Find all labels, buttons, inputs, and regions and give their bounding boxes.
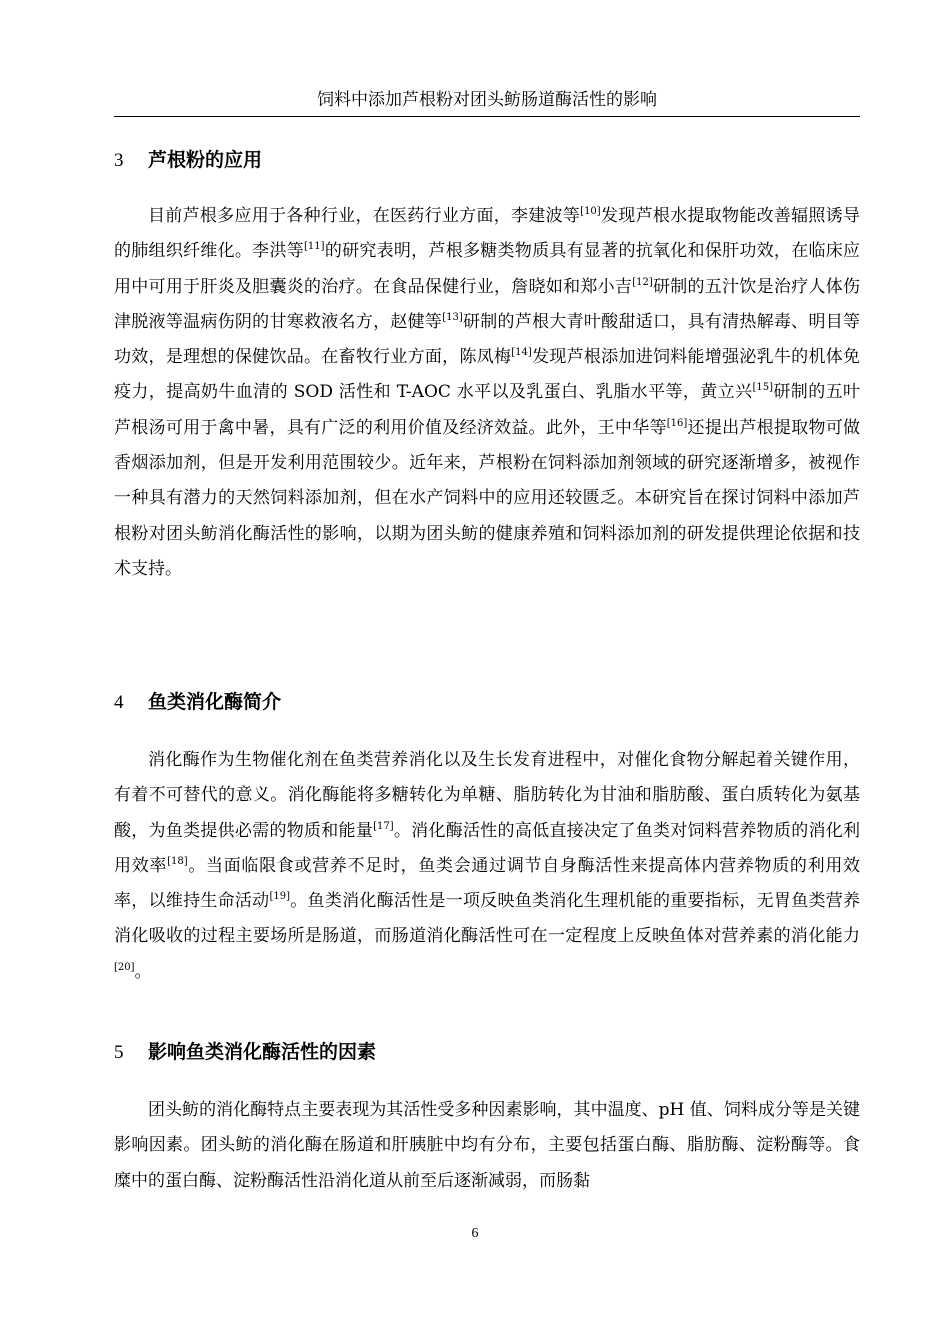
section-3 (114, 146, 860, 587)
text-run: 目前芦根多应用于各种行业，在医药行业方面，李建波等 (148, 206, 581, 226)
section-number: 3 (114, 150, 124, 171)
citation: [10] (580, 206, 601, 217)
section-title: 芦根粉的应用 (148, 149, 263, 171)
citation: [11] (304, 241, 325, 253)
page-number: 6 (471, 1226, 479, 1241)
text-run: 。当面临限食或营养不足时，鱼类会通过调节自身酶活性来提高体内营养物质的利用效率，以维持生命活动 (114, 855, 861, 912)
text-run: 发现芦根水提取物能改善辐照诱导的肺组织纤维化。李洪等 (114, 206, 861, 262)
section-4 (114, 688, 860, 990)
text-run: 还提出芦根提取物可做香烟添加剂，但是开发利用范围较少。近年来，芦根粉在饲料添加剂领域的研究逐渐增多，被视作一种具有潜力的天然饲料添加剂，但在水产饲料中的应用还较匮乏。本研究旨在探讨饲料中添加芦根粉对团头鲂消化酶活性的影响，以期为团头鲂的健康养殖和饲料添加剂的研发提供理论依据和技术支持。 (114, 417, 861, 579)
citation: [16] (666, 417, 688, 429)
section-heading (114, 146, 860, 175)
section-paragraph (114, 743, 860, 990)
section-heading (114, 688, 860, 717)
section-5 (114, 1038, 860, 1199)
citation: [20] (114, 961, 135, 973)
citation: [17] (373, 820, 394, 832)
citation: [13] (442, 311, 463, 323)
text-run: 发现芦根添加进饲料能增强泌乳牛的机体免疫力，提高奶牛血清的 SOD 活性和 T-AOC 水平以及乳蛋白、乳脂水平等，黄立兴 (114, 347, 861, 403)
citation: [15] (752, 382, 773, 394)
citation: [19] (269, 891, 290, 903)
section-paragraph (114, 1093, 860, 1199)
section-title: 鱼类消化酶简介 (148, 691, 282, 713)
text-run: 研制的五汁饮是治疗人体伤津脱液等温病伤阴的甘寒救液名方，赵健等 (114, 276, 861, 332)
text-run: 消化酶作为生物催化剂在鱼类营养消化以及生长发育进程中，对催化食物分解起着关键作用，有着不可替代的意义。消化酶能将多糖转化为单糖、脂肪转化为甘油和脂肪酸、蛋白质转化为氨基酸，为鱼类提供必需的物质和能量 (114, 750, 860, 841)
text-run: 研制的芦根大青叶酸甜适口，具有清热解毒、明目等功效，是理想的保健饮品。在畜牧行业方面，陈凤梅 (114, 311, 860, 368)
text-run: 。 (134, 961, 152, 982)
section-number: 5 (114, 1042, 124, 1063)
text-run: 研制的五叶芦根汤可用于禽中暑，具有广泛的利用价值及经济效益。此外，王中华等 (114, 382, 860, 438)
text-run: 团头鲂的消化酶特点主要表现为其活性受多种因素影响，其中温度、pH 值、饲料成分等是关键影响因素。团头鲂的消化酶在肠道和肝胰脏中均有分布，主要包括蛋白酶、脂肪酶、淀粉酶等。食糜中的蛋白酶、淀粉酶活性沿消化道从前至后逐渐减弱，而肠黏 (114, 1100, 860, 1191)
section-paragraph (114, 199, 860, 587)
citation: [12] (632, 276, 653, 288)
section-title: 影响鱼类消化酶活性的因素 (148, 1041, 377, 1063)
running-header: 饲料中添加芦根粉对团头鲂肠道酶活性的影响 (114, 88, 860, 117)
text-run: 。鱼类消化酶活性是一项反映鱼类消化生理机能的重要指标，无胃鱼类营养消化吸收的过程主要场所是肠道，而肠道消化酶活性可在一定程度上反映鱼体对营养素的消化能力 (114, 891, 861, 947)
text-run: 的研究表明，芦根多糖类物质具有显著的抗氧化和保肝功效，在临床应用中可用于肝炎及胆囊炎的治疗。在食品保健行业，詹晓如和郑小吉 (114, 241, 861, 297)
section-number: 4 (114, 692, 124, 713)
section-heading (114, 1038, 860, 1067)
citation: [14] (511, 347, 532, 359)
citation: [18] (167, 855, 188, 867)
text-run: 。消化酶活性的高低直接决定了鱼类对饲料营养物质的消化利用效率 (114, 820, 861, 876)
